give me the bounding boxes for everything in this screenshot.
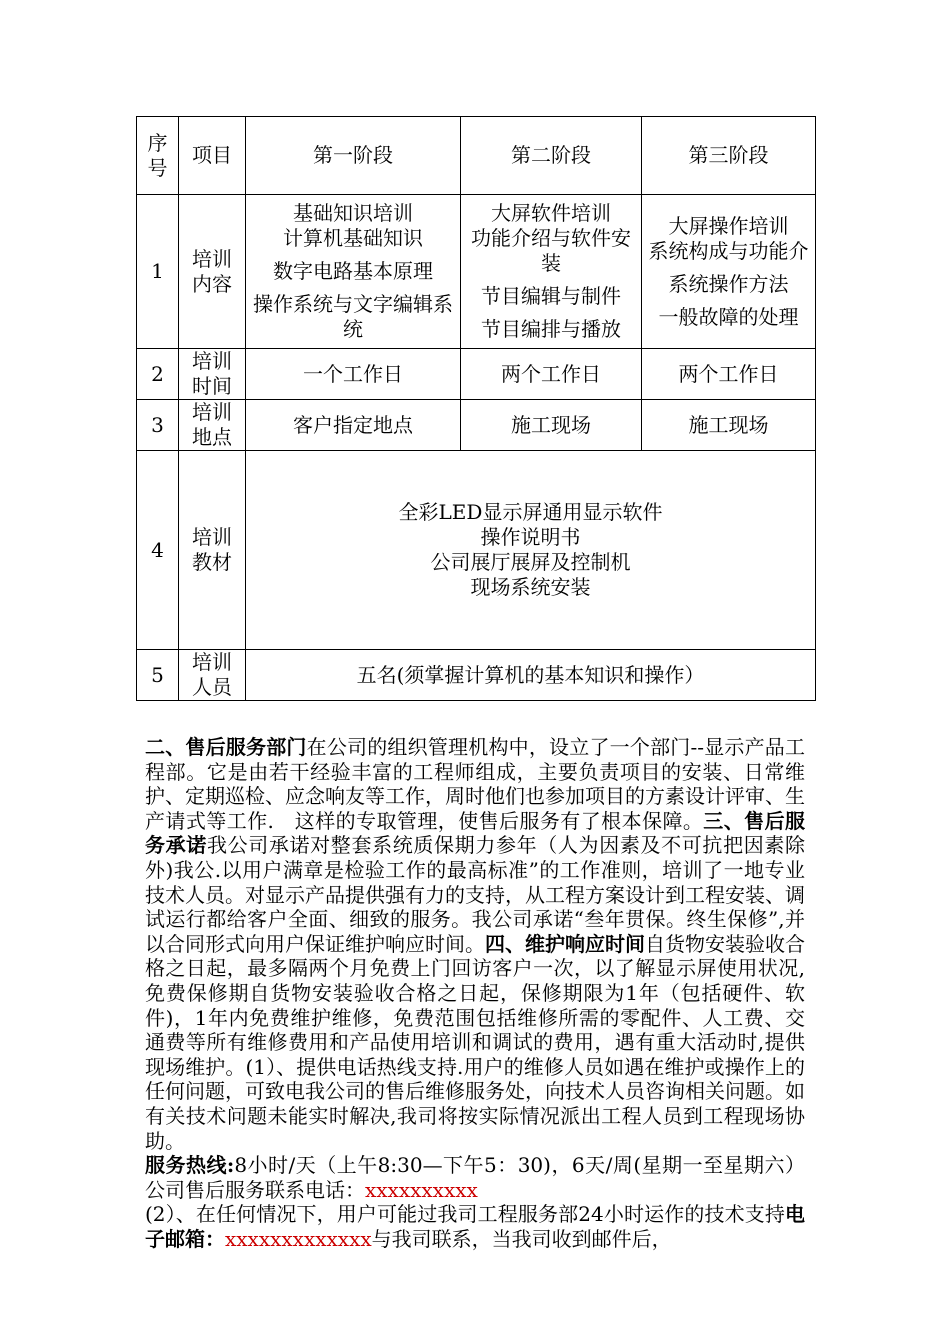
stage3-cell: 施工现场: [642, 400, 816, 451]
row-number: 2: [137, 349, 179, 400]
section-heading: 四、维护响应时间: [485, 931, 645, 956]
paragraph-text: 与我司联系，当我司收到邮件后，: [371, 1226, 672, 1251]
cell-line: 全彩LED显示屏通用显示软件: [398, 500, 663, 524]
stage1-cell: 客户指定地点: [246, 400, 461, 451]
table-row: [137, 195, 816, 349]
stage2-cell: 两个工作日: [461, 349, 642, 400]
row-item: 培训时间: [179, 349, 246, 400]
cell-line: 节目编辑与制件: [481, 284, 621, 308]
stage1-cell: [246, 195, 461, 349]
cell-line: 基础知识培训: [293, 201, 413, 225]
stage2-cell: 施工现场: [461, 400, 642, 451]
cell-line: 操作系统与文字编辑系统: [253, 292, 453, 341]
header-cell: 第三阶段: [642, 117, 816, 195]
materials-cell: [246, 451, 816, 650]
cell-line: 数字电路基本原理: [273, 259, 433, 283]
cell-line: 现场系统安装: [470, 575, 591, 599]
row-item: 培训内容: [179, 195, 246, 349]
paragraph-text: 自货物安装验收合格之日起，最多隔两个月免费上门回访客户一次，以了解显示屏使用状况,免费保修期自货物安装验收合格之日起，保修期限为1年（包括硬件、软件)，1年内免费维护维修，免费范围包括维修所需的零配件、人工费、交通费等所有维修费用和产品使用培训和调试的费用，遇有重大活动时,提供现场维护。(1）、提供电话热线支持.用户的维修人员如遇在维护或操作上的任何问题，可致电我公司的售后维修服务处，向技术人员咨询相关问题。如有关技术问题未能实时解决,我司将按实际情况派出工程人员到工程现场协助。: [145, 931, 805, 1153]
row-item: 培训教材: [179, 451, 246, 650]
table-header-row: [137, 117, 816, 195]
cell-line: 功能介绍与软件安装: [471, 226, 631, 275]
table-row: [137, 451, 816, 650]
stage3-cell: [642, 195, 816, 349]
row-number: 4: [137, 451, 179, 650]
email-address: xxxxxxxxxxxxx: [225, 1226, 372, 1251]
row-number: 3: [137, 400, 179, 451]
section-heading: 二、售后服务部门: [145, 735, 307, 759]
table-row: [137, 400, 816, 451]
hotline-label: 服务热线:: [145, 1153, 235, 1178]
cell-line: 大屏软件培训: [491, 201, 611, 225]
paragraph-text: 我公司承诺对整套系统质保期力参年（人为因素及不可抗把因素除外)我公.以用户满章是检验工作的最高标准”的工作准则，培训了一地专业技术人员。对显示产品提供强有力的支持，从工程方案设计到工程安装、调试运行都给客户全面、细致的服务。我公司承诺“叁年贯保。终生保修”,并以合同形式向用户保证维护响应时间。: [145, 833, 806, 956]
row-item: 培训地点: [179, 400, 246, 451]
row-item: 培训人员: [179, 650, 246, 701]
cell-line: 系统操作方法: [668, 271, 789, 296]
paragraph-text: (2）、在任何情况下，用户可能过我司工程服务部24小时运作的技术支持: [145, 1202, 785, 1227]
header-cell: 第二阶段: [461, 117, 642, 195]
table-row: [137, 650, 816, 701]
body-paragraph: [145, 735, 805, 1251]
cell-line: 操作说明书: [480, 525, 581, 549]
row-number: 1: [137, 195, 179, 349]
row-number: 5: [137, 650, 179, 701]
cell-line: 节目编排与播放: [481, 317, 621, 341]
stage1-cell: 一个工作日: [246, 349, 461, 400]
cell-line: 计算机基础知识: [283, 226, 423, 250]
cell-line: 一般故障的处理: [658, 304, 799, 329]
table-row: [137, 349, 816, 400]
header-cell: 第一阶段: [246, 117, 461, 195]
cell-line: 大屏操作培训: [668, 213, 789, 238]
paragraph-text: 在公司的组织管理机构中，设立了一个部门--显示产品工程部。它是由若干经验丰富的工程师组成，主要负责项目的安装、日常维护、定期巡检、应念响友等工作，周时他们也参加项目的方素设计评审、生产请式等工作. 这样的专取管理，使售后服务有了根本保障。: [145, 735, 806, 833]
cell-line: 公司展厅展屏及控制机: [430, 550, 631, 574]
paragraph-text: 8小时/天（上午8:30—下午5：30)，6天/周(星期一至星期六）公司售后服务联系电话：: [145, 1153, 805, 1202]
stage2-cell: [461, 195, 642, 349]
phone-number: xxxxxxxxxx: [365, 1177, 478, 1202]
personnel-cell: 五名(须掌握计算机的基本知识和操作）: [246, 650, 816, 701]
header-cell: 序号: [137, 117, 179, 195]
section-heading: 三、售后服务承诺: [145, 808, 806, 858]
cell-line: 系统构成与功能介: [648, 238, 809, 263]
training-table: [136, 116, 816, 701]
email-label: 电子邮箱：: [145, 1202, 805, 1251]
stage3-cell: 两个工作日: [642, 349, 816, 400]
header-cell: 项目: [179, 117, 246, 195]
